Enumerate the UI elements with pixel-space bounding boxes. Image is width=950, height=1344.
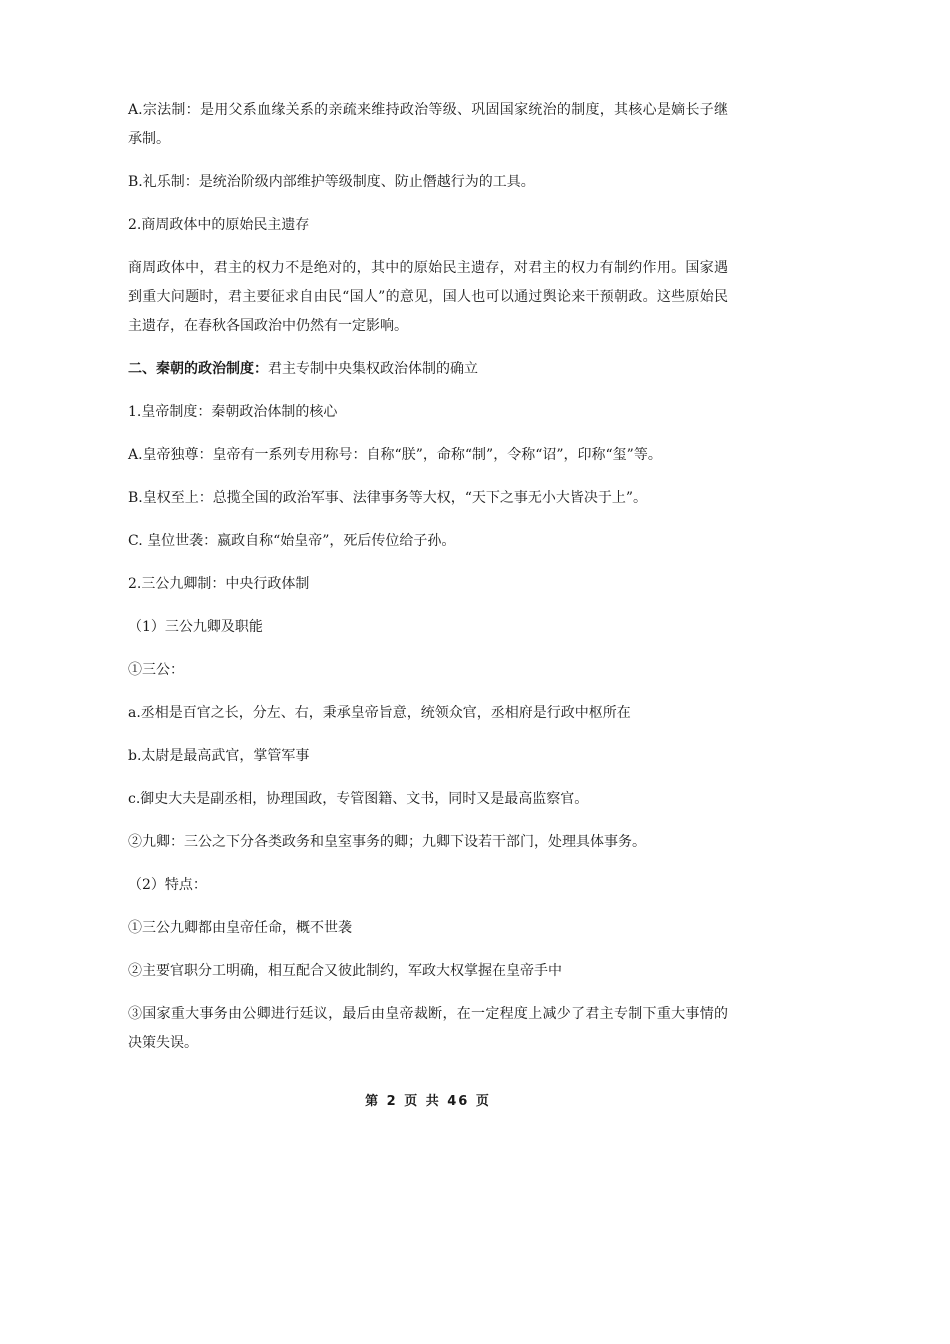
paragraph-sangong: ①三公：	[128, 662, 184, 678]
paragraph-chancellor: a.丞相是百官之长，分左、右，秉承皇帝旨意，统领众官，丞相府是行政中枢所在	[128, 705, 631, 721]
paragraph-emperor-hereditary: C. 皇位世袭：嬴政自称“始皇帝”，死后传位给子孙。	[128, 533, 456, 549]
paragraph-feature-2: ②主要官职分工明确，相互配合又彼此制约，军政大权掌握在皇帝手中	[128, 963, 562, 979]
paragraph-sub-features: （2）特点：	[128, 877, 207, 893]
paragraph-emperor-titles: A.皇帝独尊：皇帝有一系列专用称号：自称“朕”，命称“制”，令称“诏”，印称“玺”等。	[128, 447, 662, 463]
section-heading-qin-bold: 二、秦朝的政治制度：	[128, 361, 268, 377]
paragraph-yushi: c.御史大夫是副丞相，协理国政，专管图籍、文书，同时又是最高监察官。	[128, 791, 589, 807]
paragraph-emperor-system: 1.皇帝制度：秦朝政治体制的核心	[128, 404, 338, 420]
paragraph-jiuqing: ②九卿：三公之下分各类政务和皇室事务的卿；九卿下设若干部门，处理具体事务。	[128, 834, 646, 850]
paragraph-democracy-body: 商周政体中，君主的权力不是绝对的，其中的原始民主遗存，对君主的权力有制约作用。国家遇到重大问题时，君主要征求自由民“国人”的意见，国人也可以通过舆论来干预朝政。这些原始民主遗存，在春秋各国政治中仍然有一定影响。	[128, 260, 728, 334]
paragraph-feature-3: ③国家重大事务由公卿进行廷议，最后由皇帝裁断，在一定程度上减少了君主专制下重大事情的决策失误。	[128, 1006, 728, 1051]
section-heading-qin-rest: 君主专制中央集权政治体制的确立	[268, 361, 478, 377]
paragraph-emperor-power: B.皇权至上：总揽全国的政治军事、法律事务等大权，“天下之事无小大皆决于上”。	[128, 490, 648, 506]
paragraph-sangong-jiuqing: 2.三公九卿制：中央行政体制	[128, 576, 310, 592]
paragraph-zongfa: A.宗法制：是用父系血缘关系的亲疏来维持政治等级、巩固国家统治的制度，其核心是嫡长子继承制。	[128, 102, 728, 147]
paragraph-sub-functions: （1）三公九卿及职能	[128, 619, 263, 635]
page-number: 第 2 页 共 46 页	[365, 1094, 491, 1109]
paragraph-feature-1: ①三公九卿都由皇帝任命，概不世袭	[128, 920, 352, 936]
paragraph-liyue: B.礼乐制：是统治阶级内部维护等级制度、防止僭越行为的工具。	[128, 174, 535, 190]
paragraph-heading-democracy: 2.商周政体中的原始民主遗存	[128, 217, 310, 233]
paragraph-taiwei: b.太尉是最高武官，掌管军事	[128, 748, 310, 764]
footer-container	[128, 0, 728, 1344]
